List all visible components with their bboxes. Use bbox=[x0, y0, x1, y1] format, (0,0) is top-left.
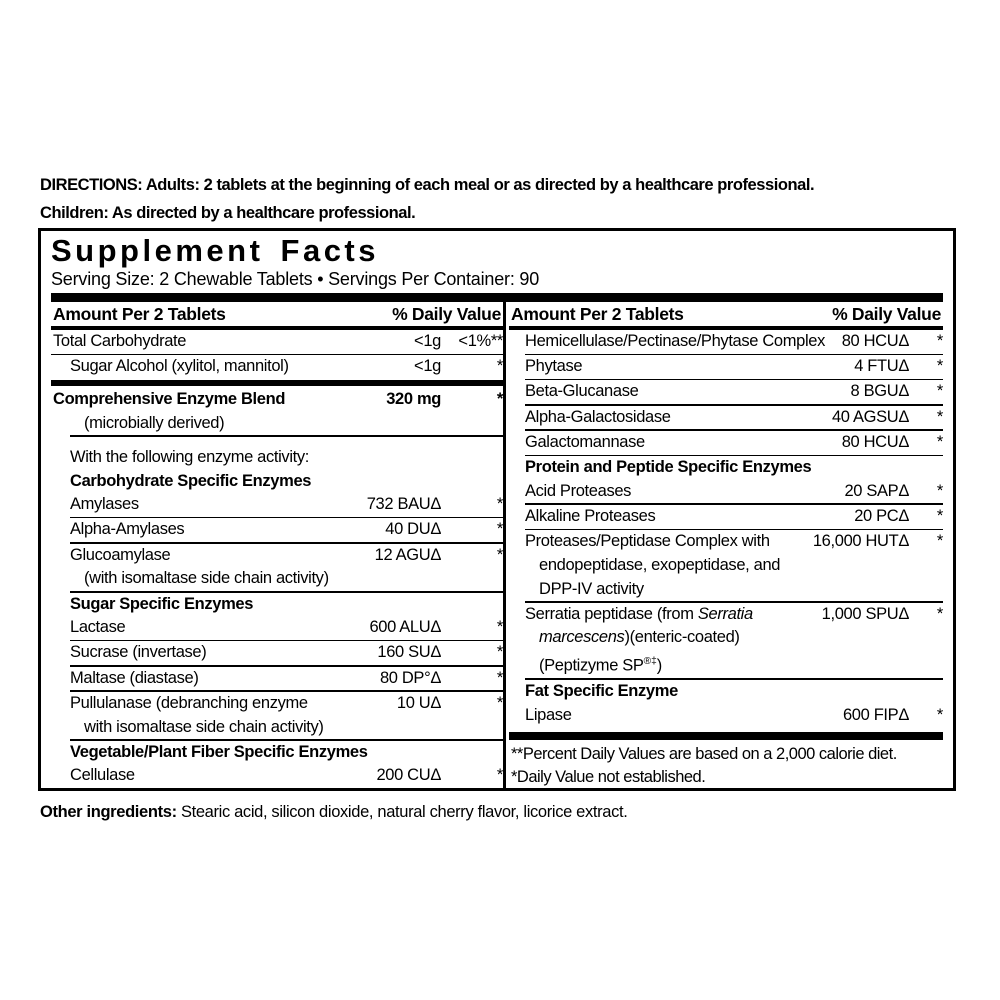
column-right bbox=[503, 302, 943, 789]
section-heading: Sugar Specific Enzymes bbox=[70, 594, 254, 613]
directions-line-2: Children: As directed by a healthcare professional. bbox=[40, 204, 416, 222]
daily-value: * bbox=[936, 604, 943, 623]
column-left-header bbox=[51, 302, 503, 326]
nutrient-row: Alpha-Galactosidase 40 AGSUΔ * bbox=[509, 406, 943, 430]
nutrient-row: Hemicellulase/Pectinase/Phytase Complex 80 HCUΔ * bbox=[509, 330, 943, 354]
daily-value: * bbox=[936, 705, 943, 724]
nutrient-row: endopeptidase, exopeptidase, and bbox=[539, 555, 781, 574]
separator-thin bbox=[70, 435, 503, 437]
column-header-dv-label: % Daily Value bbox=[832, 304, 941, 324]
directions-text bbox=[40, 171, 980, 227]
other-ingredients-list: Stearic acid, silicon dioxide, natural cherry flavor, licorice extract. bbox=[176, 803, 628, 821]
amount-value: <1g bbox=[414, 332, 441, 350]
amount-value: 40 AGSUΔ bbox=[831, 407, 909, 426]
nutrient-row: Acid Proteases 20 SAPΔ * bbox=[509, 480, 943, 504]
supplement-facts-panel bbox=[38, 228, 956, 791]
amount-value: 20 SAPΔ bbox=[844, 481, 909, 500]
column-header-amount-label: Amount Per 2 Tablets bbox=[511, 304, 684, 324]
nutrient-row: Alkaline Proteases 20 PCΔ * bbox=[509, 505, 943, 529]
footnote-daily-values: **Percent Daily Values are based on a 2,000 calorie diet. bbox=[511, 745, 897, 764]
nutrient-row: Serratia peptidase (from Serratia 1,000 SPUΔ * bbox=[509, 603, 943, 627]
amount-value: 4 FTUΔ bbox=[854, 357, 909, 376]
nutrient-row: Pullulanase (debranching enzyme 10 UΔ * bbox=[51, 692, 503, 716]
amount-value: 732 BAUΔ bbox=[366, 495, 441, 514]
amount-value: 16,000 HUTΔ bbox=[812, 532, 909, 551]
daily-value: <1%** bbox=[458, 332, 503, 350]
amount-value: 80 DP°Δ bbox=[379, 668, 441, 687]
section-heading: Fat Specific Enzyme bbox=[525, 681, 678, 700]
separator-thick bbox=[51, 380, 503, 386]
facts-columns bbox=[51, 302, 943, 789]
amount-value: 80 HCUΔ bbox=[841, 332, 909, 350]
amount-value: 320 mg bbox=[386, 389, 441, 408]
amount-value: 600 ALUΔ bbox=[369, 618, 441, 637]
column-header-dv-label: % Daily Value bbox=[392, 304, 501, 324]
nutrient-row: Maltase (diastase) 80 DP°Δ * bbox=[51, 667, 503, 691]
daily-value: * bbox=[936, 382, 943, 401]
daily-value: * bbox=[496, 693, 503, 712]
nutrient-row: Sucrase (invertase) 160 SUΔ * bbox=[51, 641, 503, 665]
daily-value: * bbox=[496, 668, 503, 687]
nutrient-row: Lactase 600 ALUΔ * bbox=[51, 616, 503, 640]
daily-value: * bbox=[496, 389, 503, 408]
daily-value: * bbox=[936, 481, 943, 500]
nutrient-row: Glucoamylase 12 AGUΔ * bbox=[51, 544, 503, 568]
amount-value: 1,000 SPUΔ bbox=[821, 604, 909, 623]
daily-value: * bbox=[496, 520, 503, 539]
section-heading: Protein and Peptide Specific Enzymes bbox=[525, 458, 812, 477]
amount-value: 12 AGUΔ bbox=[374, 545, 441, 564]
nutrient-row: (Peptizyme SP®‡) bbox=[539, 656, 662, 675]
nutrient-row: DPP-IV activity bbox=[539, 579, 644, 598]
nutrient-row: Beta-Glucanase 8 BGUΔ * bbox=[509, 380, 943, 404]
nutrient-row: Alpha-Amylases 40 DUΔ * bbox=[51, 518, 503, 542]
section-heading: Carbohydrate Specific Enzymes bbox=[70, 471, 312, 490]
serving-info: Serving Size: 2 Chewable Tablets • Servings Per Container: 90 bbox=[51, 269, 540, 289]
amount-value: 160 SUΔ bbox=[377, 643, 441, 662]
nutrient-row: (microbially derived) bbox=[84, 413, 225, 432]
footnote-dv-not-established: *Daily Value not established. bbox=[511, 768, 706, 787]
nutrient-row: Comprehensive Enzyme Blend 320 mg * bbox=[51, 388, 503, 412]
daily-value: * bbox=[496, 495, 503, 514]
nutrient-row: Galactomannase 80 HCUΔ * bbox=[509, 431, 943, 455]
nutrient-row: Amylases 732 BAUΔ * bbox=[51, 493, 503, 517]
nutrient-row: Lipase 600 FIPΔ * bbox=[509, 704, 943, 728]
nutrient-row: With the following enzyme activity: bbox=[70, 447, 310, 466]
daily-value: * bbox=[496, 766, 503, 785]
daily-value: * bbox=[936, 407, 943, 426]
nutrient-row: Phytase 4 FTUΔ * bbox=[509, 355, 943, 379]
daily-value: * bbox=[936, 532, 943, 551]
thick-divider-footnotes bbox=[509, 732, 943, 740]
amount-value: 80 HCUΔ bbox=[841, 432, 909, 451]
amount-value: 600 FIPΔ bbox=[842, 705, 909, 724]
right-rows bbox=[509, 330, 943, 727]
nutrient-row: Cellulase 200 CUΔ * bbox=[51, 764, 503, 788]
amount-value: 200 CUΔ bbox=[376, 766, 441, 785]
daily-value: * bbox=[496, 545, 503, 564]
directions-line-1: DIRECTIONS: Adults: 2 tablets at the beginning of each meal or as directed by a healthcare professional. bbox=[40, 176, 815, 194]
amount-value: <1g bbox=[414, 357, 441, 376]
column-right-header bbox=[509, 302, 943, 326]
nutrient-row: Proteases/Peptidase Complex with 16,000 HUTΔ * bbox=[509, 530, 943, 554]
other-ingredients bbox=[40, 801, 980, 823]
section-heading: Vegetable/Plant Fiber Specific Enzymes bbox=[70, 742, 368, 761]
other-ingredients-label: Other ingredients: bbox=[40, 803, 177, 821]
amount-value: 40 DUΔ bbox=[385, 520, 441, 539]
daily-value: * bbox=[496, 357, 503, 376]
nutrient-row: marcescens)(enteric-coated) bbox=[539, 628, 740, 647]
nutrient-row: (with isomaltase side chain activity) bbox=[84, 569, 329, 588]
daily-value: * bbox=[936, 332, 943, 350]
amount-value: 20 PCΔ bbox=[854, 506, 909, 525]
daily-value: * bbox=[936, 432, 943, 451]
daily-value: * bbox=[936, 357, 943, 376]
thick-divider-top bbox=[51, 293, 943, 302]
panel-title: Supplement Facts bbox=[51, 233, 379, 268]
nutrient-row: Total Carbohydrate <1g <1%** bbox=[51, 330, 503, 354]
daily-value: * bbox=[496, 643, 503, 662]
nutrient-row: with isomaltase side chain activity) bbox=[84, 717, 324, 736]
left-rows bbox=[51, 330, 503, 788]
amount-value: 10 UΔ bbox=[396, 693, 441, 712]
column-left bbox=[51, 302, 503, 789]
nutrient-row: Sugar Alcohol (xylitol, mannitol) <1g * bbox=[51, 355, 503, 379]
column-header-amount-label: Amount Per 2 Tablets bbox=[53, 304, 226, 324]
daily-value: * bbox=[936, 506, 943, 525]
daily-value: * bbox=[496, 618, 503, 637]
amount-value: 8 BGUΔ bbox=[850, 382, 909, 401]
